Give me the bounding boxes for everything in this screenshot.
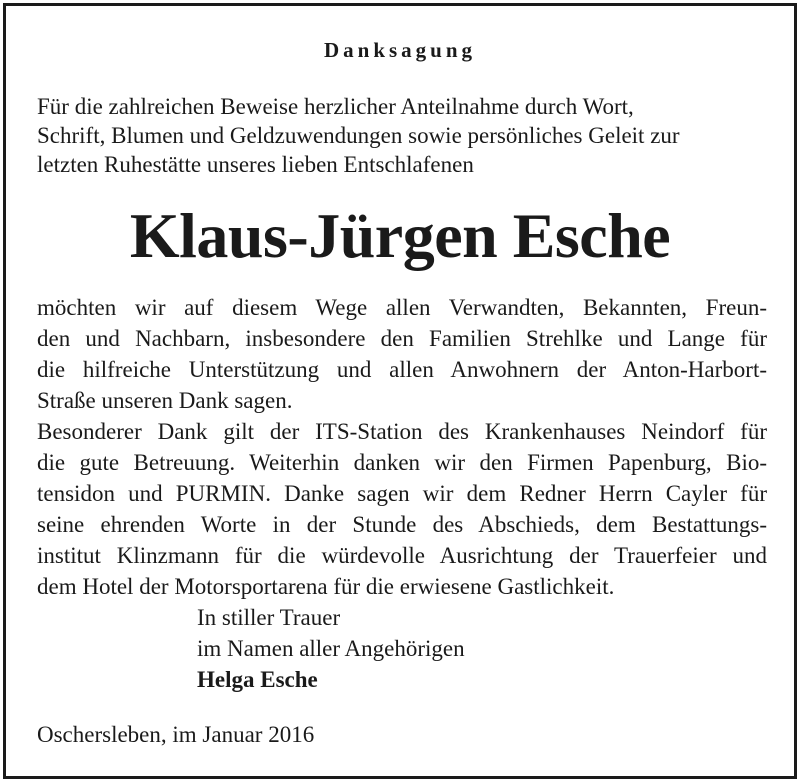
intro-line: Für die zahlreichen Beweise herzlicher Anteilnahme durch Wort, xyxy=(37,94,634,119)
body-line: institut Klinzmann für die würdevolle Ausrichtung der Trauerfeier und xyxy=(37,543,767,568)
deceased-name: Klaus-Jürgen Esche xyxy=(129,200,671,271)
body-line: Besonderer Dank gilt der ITS-Station des Krankenhauses Neindorf für xyxy=(37,419,767,444)
body-line: die gute Betreuung. Weiterhin danken wir den Firmen Papenburg, Bio- xyxy=(37,450,767,475)
intro-line: letzten Ruhestätte unseres lieben Entschlafenen xyxy=(37,152,474,177)
place-date: Oschersleben, im Januar 2016 xyxy=(37,722,315,747)
body-line: möchten wir auf diesem Wege allen Verwandten, Bekannten, Freun- xyxy=(37,295,767,320)
notice-heading: Danksagung xyxy=(323,38,477,62)
body-line: dem Hotel der Motorsportarena für die erwiesene Gastlichkeit. xyxy=(37,574,615,599)
body-line: den und Nachbarn, insbesondere den Familien Strehlke und Lange für xyxy=(37,326,767,351)
body-line: seine ehrenden Worte in der Stunde des Abschieds, dem Bestattungs- xyxy=(37,512,767,537)
notice-frame xyxy=(3,3,797,779)
signer-name: Helga Esche xyxy=(197,667,318,692)
closing-line: im Namen aller Angehörigen xyxy=(197,636,465,661)
body-line: tensidon und PURMIN. Danke sagen wir dem Redner Herrn Cayler für xyxy=(37,481,767,506)
intro-line: Schrift, Blumen und Geldzuwendungen sowie persönliches Geleit zur xyxy=(37,123,680,148)
closing-line: In stiller Trauer xyxy=(197,605,341,630)
closing-block xyxy=(197,602,465,695)
intro-paragraph xyxy=(37,92,767,179)
body-line: Straße unseren Dank sagen. xyxy=(37,388,293,413)
thanks-paragraph xyxy=(37,292,767,602)
body-line: die hilfreiche Unterstützung und allen Anwohnern der Anton-Harbort- xyxy=(37,357,767,382)
